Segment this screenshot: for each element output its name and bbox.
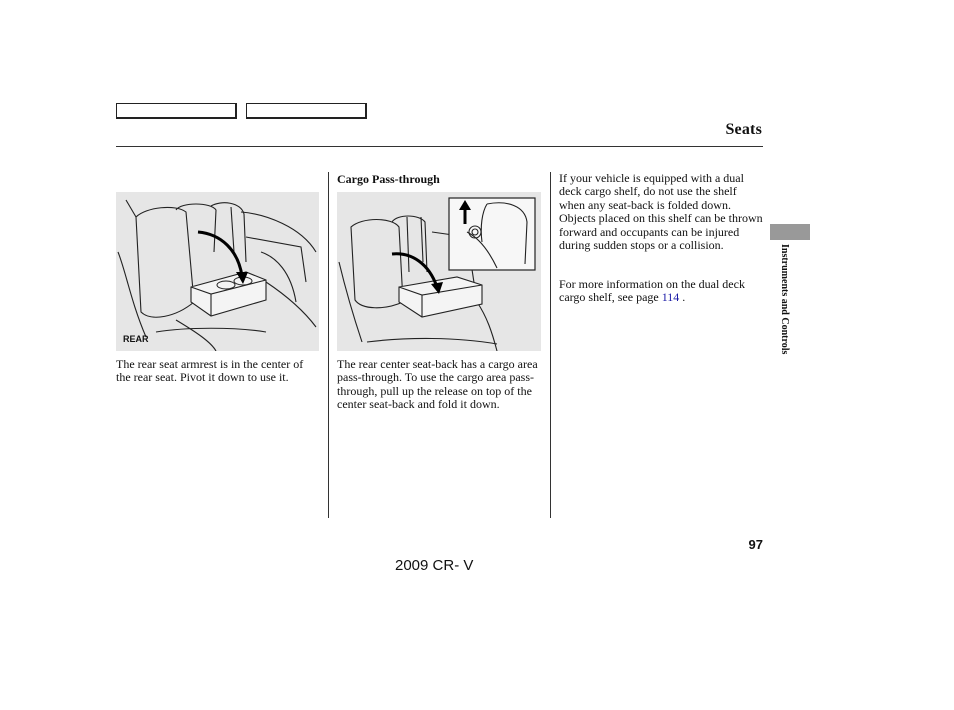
header-rule <box>116 146 763 147</box>
section-tab-label: Instruments and Controls <box>779 244 790 355</box>
armrest-description: The rear seat armrest is in the center of the rear seat. Pivot it down to use it. <box>116 357 304 385</box>
section-tab-marker <box>770 224 810 240</box>
pass-through-description: The rear center seat-back has a cargo area pass-through. To use the cargo area pass-through, pull up the release on top of the center seat-back and fold it down. <box>337 357 538 412</box>
nav-button-next[interactable] <box>246 103 367 119</box>
armrest-drawing <box>116 192 319 351</box>
cargo-shelf-warning: If your vehicle is equipped with a dual deck cargo shelf, do not use the shelf when any seat-back is folded down. Objects placed on this shelf can be thrown forward and occupants can be injured during sudden stops or a collision. <box>559 171 763 253</box>
cargo-pass-through-heading: Cargo Pass-through <box>337 172 440 186</box>
column-divider <box>550 172 551 518</box>
page-number: 97 <box>748 537 763 552</box>
section-title: Seats <box>725 121 762 138</box>
footer-model: 2009 CR- V <box>395 557 474 574</box>
armrest-illustration <box>116 192 319 351</box>
pass-through-illustration <box>337 192 541 351</box>
pass-through-drawing <box>337 192 541 351</box>
reference-suffix: . <box>679 290 686 305</box>
column-divider <box>328 172 329 518</box>
figure-label: REAR <box>123 334 149 344</box>
page-114-link[interactable]: 114 <box>661 290 680 305</box>
nav-button-previous[interactable] <box>116 103 237 119</box>
reference-text: For more information on the dual deck cargo shelf, see page <box>559 277 745 305</box>
cargo-shelf-reference <box>559 278 763 305</box>
